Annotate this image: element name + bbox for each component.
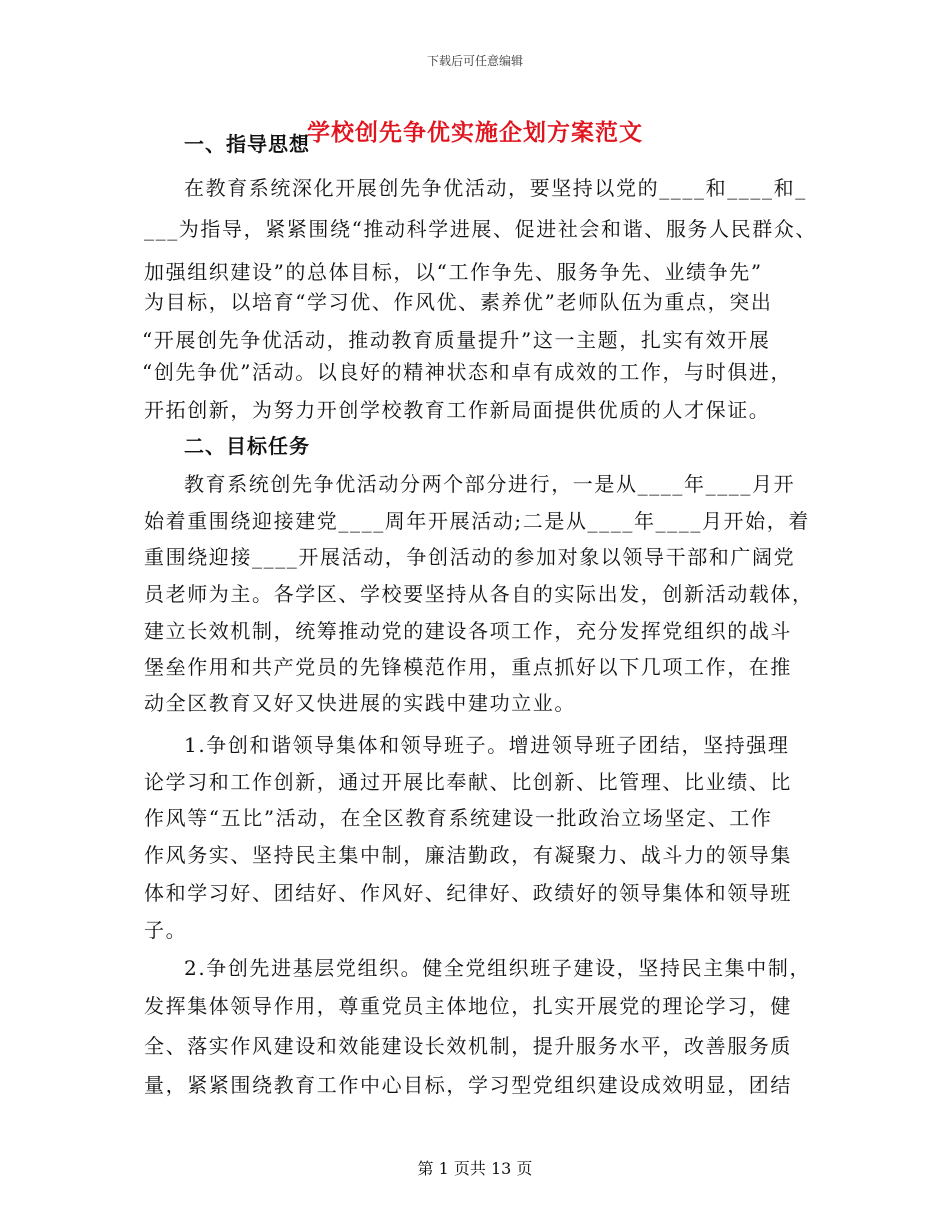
document-title: 学校创先争优实施企划方案范文 bbox=[307, 119, 643, 146]
body-line: “创先争优”活动。以良好的精神状态和卓有成效的工作，与时俱进， bbox=[142, 360, 793, 384]
body-line: 始着重围绕迎接建党____周年开展活动;二是从____年____月开始，着 bbox=[144, 509, 810, 533]
body-line: 建立长效机制，统筹推动党的建设各项工作，充分发挥党组织的战斗 bbox=[144, 619, 792, 643]
body-line: 作风等“五比”活动，在全区教育系统建设一批政治立场坚定、工作 bbox=[144, 806, 773, 830]
body-line: 子。 bbox=[144, 918, 188, 942]
body-line: 加强组织建设”的总体目标，以“工作争先、服务争先、业绩争先” bbox=[144, 260, 763, 284]
body-line: 论学习和工作创新，通过开展比奉献、比创新、比管理、比业绩、比 bbox=[144, 770, 792, 794]
body-line: 量，紧紧围绕教育工作中心目标，学习型党组织建设成效明显，团结 bbox=[144, 1073, 792, 1097]
body-line: “开展创先争优活动，推动教育质量提升”这一主题，扎实有效开展 bbox=[142, 328, 771, 352]
body-line: 堡垒作用和共产党员的先锋模范作用，重点抓好以下几项工作，在推 bbox=[144, 655, 792, 679]
section-heading: 一、指导思想 bbox=[184, 132, 310, 156]
body-line: 全、落实作风建设和效能建设长效机制，提升服务水平，改善服务质 bbox=[144, 1034, 792, 1058]
body-line: 员老师为主。各学区、学校要坚持从各自的实际出发，创新活动载体， bbox=[144, 582, 814, 606]
body-line: 重围绕迎接____开展活动，争创活动的参加对象以领导干部和广阔党 bbox=[144, 545, 796, 569]
body-line: 开拓创新，为努力开创学校教育工作新局面提供优质的人才保证。 bbox=[144, 398, 771, 422]
body-line: 作风务实、坚持民主集中制，廉洁勤政，有凝聚力、战斗力的领导集 bbox=[144, 843, 792, 867]
body-line: ___为指导，紧紧围绕“推动科学进展、促进社会和谐、服务人民群众、 bbox=[144, 217, 818, 241]
body-line: 2.争创先进基层党组织。健全党组织班子建设，坚持民主集中制， bbox=[184, 956, 812, 980]
body-line: 教育系统创先争优活动分两个部分进行，一是从____年____月开 bbox=[184, 472, 796, 496]
body-line: 动全区教育又好又快进展的实践中建功立业。 bbox=[144, 691, 576, 715]
section-heading: 二、目标任务 bbox=[184, 434, 310, 458]
body-line: 体和学习好、团结好、作风好、纪律好、政绩好的领导集体和领导班 bbox=[144, 881, 792, 905]
body-line: 发挥集体领导作用，尊重党员主体地位，扎实开展党的理论学习，健 bbox=[144, 994, 792, 1018]
body-line: 为目标，以培育“学习优、作风优、素养优”老师队伍为重点，突出 bbox=[144, 290, 773, 314]
body-line: 1.争创和谐领导集体和领导班子。增进领导班子团结，坚持强理 bbox=[184, 733, 790, 757]
header-note: 下载后可任意编辑 bbox=[426, 54, 523, 68]
body-line: 在教育系统深化开展创先争优活动，要坚持以党的____和____和_ bbox=[184, 176, 807, 200]
page-footer: 第 1 页共 13 页 bbox=[417, 1159, 533, 1178]
